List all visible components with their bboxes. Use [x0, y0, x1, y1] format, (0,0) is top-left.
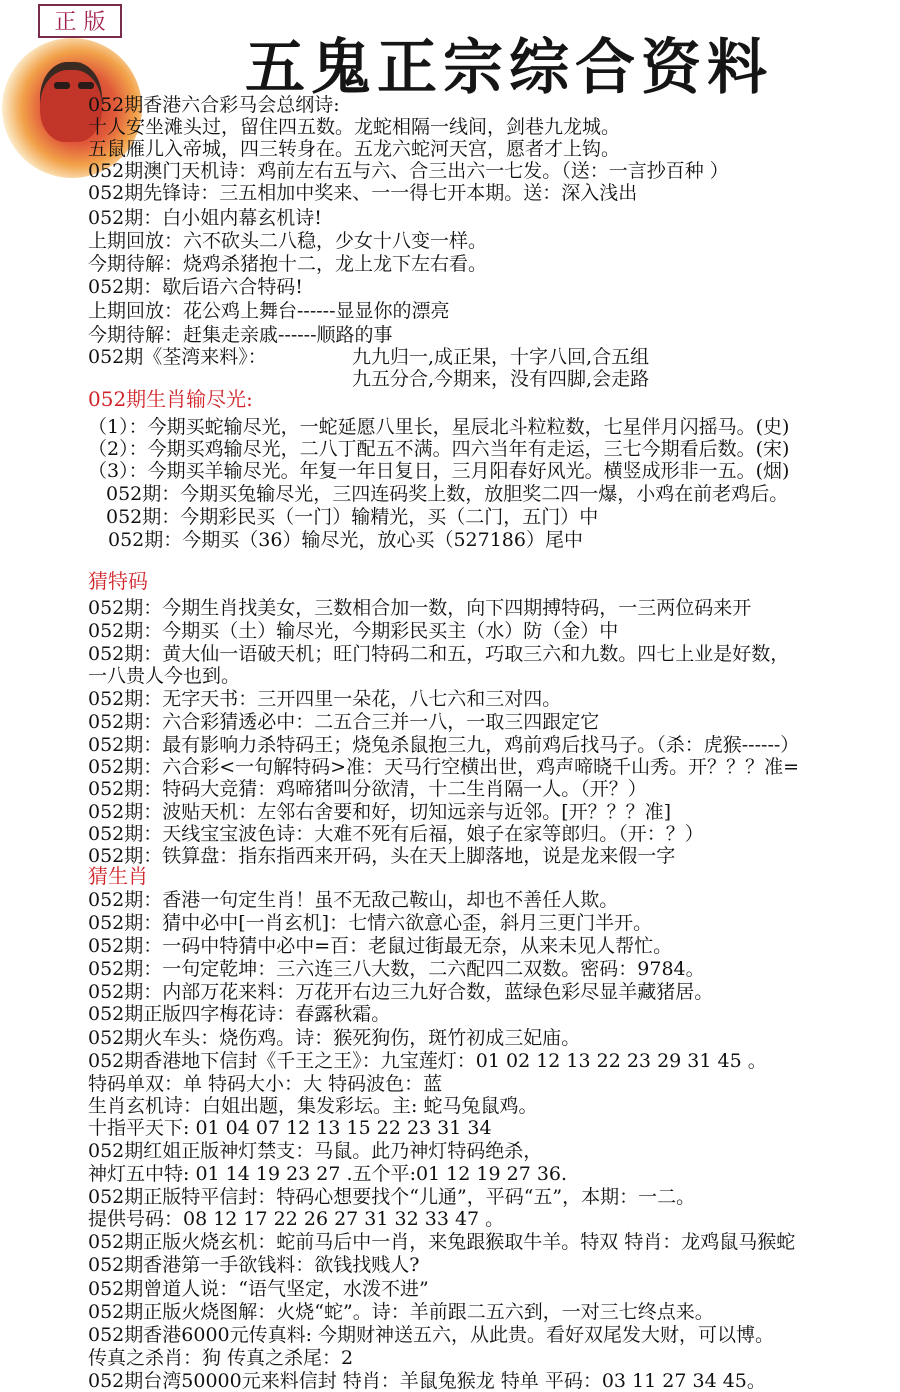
text-line: 052期香港六合彩马会总纲诗:	[88, 94, 340, 116]
text-line: 052期香港6000元传真料: 今期财神送五六，从此贵。看好双尾发大财，可以博。	[88, 1324, 775, 1346]
text-line: 052期：猜中必中[一肖玄机]：七情六欲意心歪，斜月三更门半开。	[88, 912, 653, 934]
text-line: 052期：内部万花来料：万花开右边三九好合数，蓝绿色彩尽显羊藏猪居。	[88, 981, 714, 1003]
text-line: 052期：一句定乾坤：三六连三八大数，二六配四二双数。密码：9784。	[88, 958, 705, 980]
text-line: 052期红姐正版神灯禁支：马鼠。此乃神灯特码绝杀，	[88, 1140, 543, 1162]
text-line: 052期：最有影响力杀特码王；烧兔杀鼠抱三九，鸡前鸡后找马子。（杀：虎猴------）	[88, 734, 800, 756]
text-line: （3）：今期买羊输尽光。年复一年日复日，三月阳春好风光。横竖成形非一五。(烟)	[88, 460, 790, 482]
authentic-badge: 正 版	[38, 4, 122, 38]
text-line: 052期：天线宝宝波色诗：大难不死有后福，娘子在家等郎归。（开：？）	[88, 823, 704, 845]
text-line: 052期：六合彩猜透必中：二五合三并一八，一取三四跟定它	[88, 711, 600, 733]
text-line: 052期：今期生肖找美女，三数相合加一数，向下四期搏特码，一三两位码来开	[88, 597, 752, 619]
text-line: 十指平天下: 01 04 07 12 13 15 22 23 31 34	[88, 1117, 492, 1139]
text-line: 052期：白小姐内幕玄机诗!	[88, 207, 322, 229]
eye-icon	[78, 82, 94, 89]
eye-icon	[54, 82, 70, 89]
text-line: 上期回放：花公鸡上舞台------显显你的漂亮	[88, 300, 450, 322]
text-line: （1）：今期买蛇输尽光，一蛇延愿八里长，星辰北斗粒粒数，七星伴月闪摇马。(史)	[88, 416, 790, 438]
text-line: 052期曾道人说：“语气坚定，水泼不进”	[88, 1278, 429, 1300]
section-heading: 猜特码	[88, 569, 148, 593]
text-line: 传真之杀肖：狗 传真之杀尾：2	[88, 1347, 354, 1369]
text-line: 052期：特码大竞猜：鸡啼猪叫分欲清，十二生肖隔一人。（开？）	[88, 778, 647, 800]
text-line: 052期正版火烧图解：火烧“蛇”。诗：羊前跟二五六到，一对三七终点来。	[88, 1301, 714, 1323]
text-line: 052期台湾50000元来料信封 特肖：羊鼠兔猴龙 特单 平码：03 11 27 34 45。	[88, 1370, 766, 1392]
page-title: 五鬼正宗综合资料	[245, 33, 773, 103]
text-line: 052期：今期买（土）输尽光，今期彩民买主（水）防（金）中	[88, 620, 619, 642]
text-line: 特码单双：单 特码大小：大 特码波色：蓝	[88, 1073, 443, 1095]
text-line: 上期回放：六不砍头二八稳，少女十八变一样。	[88, 230, 488, 252]
text-line: 052期先锋诗：三五相加中奖来、一一得七开本期。送：深入浅出	[88, 182, 638, 204]
text-line: 052期：一码中特猜中必中=百：老鼠过街最无奈，从来未见人帮忙。	[88, 935, 673, 957]
text-line: 神灯五中特: 01 14 19 23 27 .五个平:01 12 19 27 36.	[88, 1163, 568, 1185]
text-line: 052期：香港一句定生肖！虽不无敌己鞍山，却也不善任人欺。	[88, 889, 619, 911]
text-line: 052期：歇后语六合特码!	[88, 276, 303, 298]
text-line: 052期：今期买（36）输尽光，放心买（527186）尾中	[108, 529, 583, 551]
text-line: 052期《荃湾来料》：	[88, 346, 267, 368]
text-line: 今期待解：赶集走亲戚------顺路的事	[88, 324, 393, 346]
text-line: 九五分合,今期来，没有四脚,会走路	[352, 368, 650, 390]
text-line: 052期正版火烧玄机：蛇前马后中一肖，来兔跟猴取牛羊。特双 特肖：龙鸡鼠马猴蛇	[88, 1231, 796, 1253]
section-heading: 052期生肖输尽光:	[88, 387, 253, 411]
text-line: 052期：铁算盘：指东指西来开码，头在天上脚落地，说是龙来假一字	[88, 845, 676, 867]
section-heading: 猜生肖	[88, 864, 148, 888]
text-line: 十人安坐滩头过，留住四五数。龙蛇相隔一线间，剑巷九龙城。	[88, 116, 621, 138]
text-line: 052期正版特平信封：特码心想要找个“儿通”，平码“五”，本期：一二。	[88, 1186, 696, 1208]
text-line: 052期香港第一手欲钱料：欲钱找贱人?	[88, 1254, 420, 1276]
text-line: 052期正版四字梅花诗：春露秋霜。	[88, 1003, 391, 1025]
text-line: 生肖玄机诗：白姐出题，集发彩坛。主: 蛇马兔鼠鸡。	[88, 1095, 538, 1117]
text-line: 今期待解：烧鸡杀猪抱十二，龙上龙下左右看。	[88, 253, 488, 275]
text-line: 052期：黄大仙一语破天机；旺门特码二和五，巧取三六和九数。四七上业是好数，	[88, 643, 790, 665]
text-line: （2）：今期买鸡输尽光，二八丁配五不满。四六当年有走运，三七今期看后数。(宋)	[88, 438, 790, 460]
text-line: 052期澳门天机诗：鸡前左右五与六、合三出六一七发。（送：一言抄百种 ）	[88, 160, 729, 182]
text-line: 052期：今期买兔输尽光，三四连码奖上数，放胆奖二四一爆，小鸡在前老鸡后。	[106, 483, 789, 505]
text-line: 一八贵人今也到。	[88, 665, 241, 687]
text-line: 052期：无字天书：三开四里一朵花，八七六和三对四。	[88, 688, 562, 710]
text-line: 052期：波贴天机：左邻右舍要和好，切知远亲与近邻。[开？？？准]	[88, 801, 672, 823]
text-line: 052期：六合彩<一句解特码>准：天马行空横出世，鸡声啼晓千山秀。开？？？准=	[88, 756, 800, 778]
text-line: 五鼠雁儿入帝城，四三转身在。五龙六蛇河天宫，愿者才上钩。	[88, 138, 621, 160]
text-line: 提供号码：08 12 17 22 26 27 31 32 33 47 。	[88, 1208, 505, 1230]
text-line: 052期：今期彩民买（一门）输精光，买（二门，五门）中	[106, 506, 599, 528]
text-line: 052期火车头：烧伤鸡。诗：猴死狗伤，斑竹初成三妃庙。	[88, 1027, 581, 1049]
text-line: 九九归一,成正果，十字八回,合五组	[352, 346, 650, 368]
text-line: 052期香港地下信封《千王之王》：九宝莲灯：01 02 12 13 22 23 29 31 45 。	[88, 1050, 767, 1072]
